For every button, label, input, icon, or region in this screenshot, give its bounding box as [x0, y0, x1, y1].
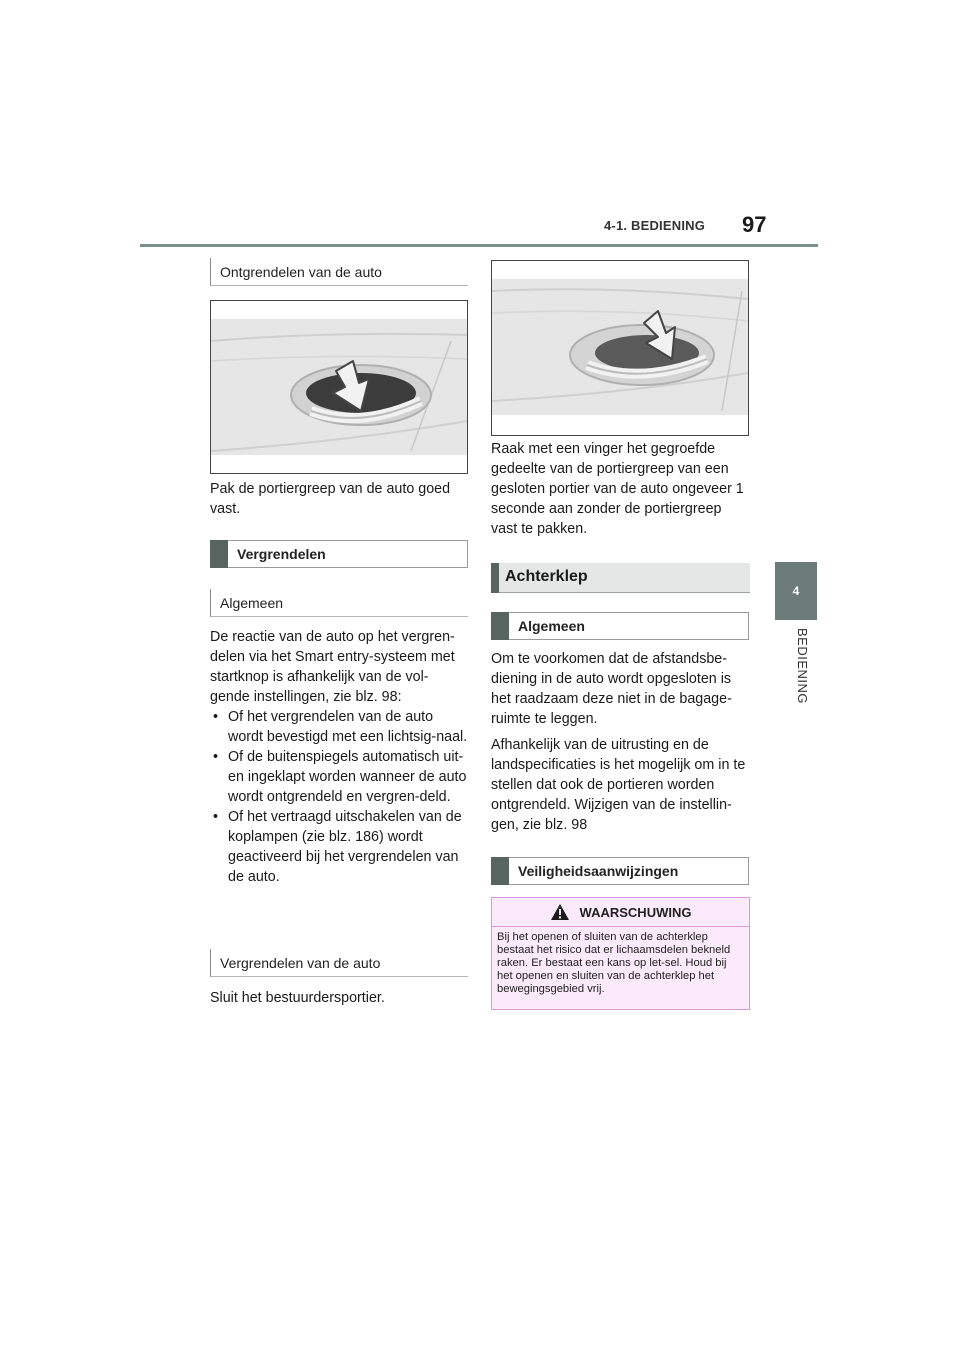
paragraph-grip-handle: Pak de portiergreep van de auto goed vast. [210, 481, 451, 517]
settings-list [210, 707, 468, 887]
heading-safety [491, 857, 749, 885]
chapter-number: 4 [792, 584, 800, 598]
warning-title: WAARSCHUWING [579, 904, 692, 920]
subheading-unlock: Ontgrendelen van de auto [210, 258, 468, 286]
heading-marker [491, 612, 509, 640]
warning-header [492, 898, 749, 927]
subheading-lock-car: Vergrendelen van de auto [210, 949, 468, 977]
subheading-general: Algemeen [210, 589, 468, 617]
door-handle-touch-illustration [492, 261, 748, 435]
door-handle-grip-figure [210, 300, 468, 474]
list-item: • Of de buitenspiegels automatisch uit- en ingeklapt worden wanneer de auto wordt ontgrendeld en vergren-deld. [213, 749, 467, 805]
paragraph-remote-control: Om te voorkomen dat de afstandsbe-diening in de auto wordt opgesloten is het raadzaam deze niet in de bagage-ruimte te leggen. [491, 651, 732, 727]
paragraph-touch-handle: Raak met een vinger het gegroefde gedeelte van de portiergreep van een gesloten portier van de auto ongeveer 1 seconde aan zonder de portiergreep vast te pakken. [491, 441, 744, 537]
chapter-label: BEDIENING [795, 628, 810, 705]
heading-safety-label: Veiligheidsaanwijzingen [518, 863, 679, 879]
heading-marker [210, 540, 228, 568]
door-handle-touch-figure [491, 260, 749, 436]
section-title: 4-1. BEDIENING [604, 218, 706, 233]
heading-marker [491, 857, 509, 885]
heading-marker [491, 563, 499, 593]
heading-lock [210, 540, 468, 568]
paragraph-lock-reaction: De reactie van de auto op het vergren-delen via het Smart entry-systeem met startknop is afhankelijk van de vol-gende instellingen, zie blz. 98: [210, 629, 455, 705]
heading-general-label: Algemeen [518, 618, 585, 634]
heading-general [491, 612, 749, 640]
heading-lock-label: Vergrendelen [237, 546, 326, 562]
paragraph-equipment: Afhankelijk van de uitrusting en de landspecificaties is het mogelijk om in te stellen dat ook de portieren worden ontgrendeld. Wijzigen van de instellin-gen, zie blz. 98 [491, 737, 746, 833]
chapter-tab [775, 562, 817, 620]
list-item: • Of het vergrendelen van de auto wordt bevestigd met een lichtsig-naal. [213, 709, 468, 745]
heading-tailgate [491, 563, 750, 593]
door-handle-illustration [211, 301, 467, 473]
heading-tailgate-label: Achterklep [505, 568, 588, 585]
warning-text: Bij het openen of sluiten van de achterklep bestaat het risico dat er lichaamsdelen bekneld raken. Er bestaat een kans op let-sel. Houd bij het openen en sluiten van de achterklep het bewegingsgebied vrij. [497, 931, 731, 995]
paragraph-close-door: Sluit het bestuurdersportier. [210, 990, 385, 1006]
list-item: • Of het vertraagd uitschakelen van de koplampen (zie blz. 186) wordt geactiveerd bij het vergrendelen van de auto. [213, 809, 462, 885]
header-rule [140, 244, 818, 247]
warning-box [491, 897, 750, 1010]
page-number: 97 [742, 212, 767, 237]
warning-triangle-icon [550, 903, 570, 921]
